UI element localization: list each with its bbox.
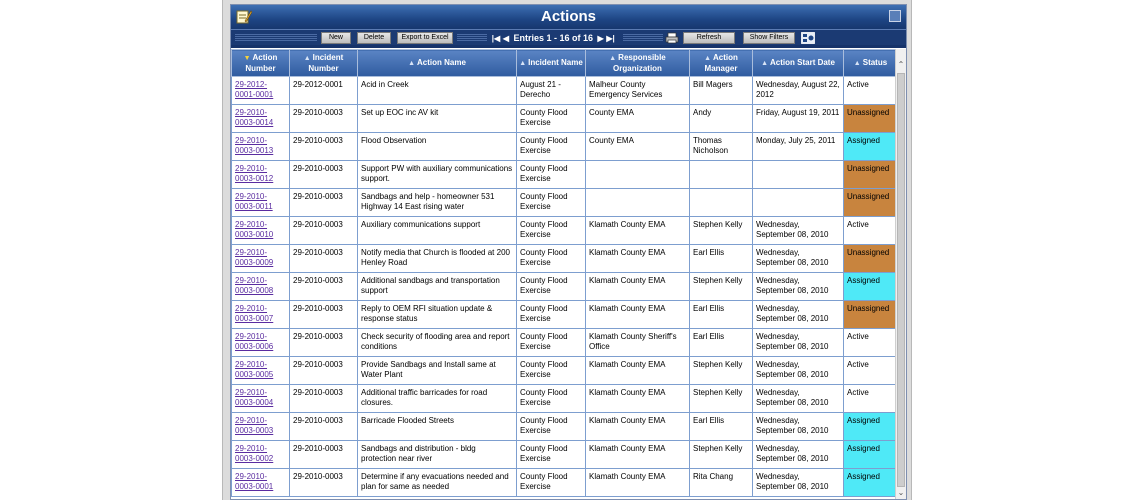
cell-organization: Klamath County Sheriff's Office [586,329,690,357]
export-excel-button[interactable]: Export to Excel [397,32,453,44]
cell-status: Active [844,77,898,105]
cell-manager: Earl Ellis [690,301,753,329]
last-page-icon[interactable]: ▶| [606,34,615,43]
cell-incident-name: County Flood Exercise [517,245,586,273]
cell-manager: Thomas Nicholson [690,133,753,161]
cell-start-date: Wednesday, September 08, 2010 [753,357,844,385]
cell-incident-name: County Flood Exercise [517,217,586,245]
cell-incident-name: County Flood Exercise [517,273,586,301]
action-number-link[interactable]: 29-2010-0003-0012 [235,164,274,183]
sort-icon: ▲ [609,54,617,62]
sort-icon: ▲ [761,59,769,67]
cell-organization: Klamath County EMA [586,273,690,301]
show-filters-button[interactable]: Show Filters [743,32,795,44]
cell-incident-name: County Flood Exercise [517,301,586,329]
table-row[interactable] [232,469,898,497]
cell-status: Unassigned [844,189,898,217]
window-frame [222,0,912,500]
cell-action-name: Support PW with auxiliary communications support. [358,161,517,189]
cell-status: Active [844,217,898,245]
column-header-3[interactable] [517,50,586,77]
table-row[interactable] [232,133,898,161]
cell-action-name: Auxiliary communications support [358,217,517,245]
cell-organization [586,189,690,217]
toolbar-stripes-mid [457,33,487,42]
cell-status: Active [844,329,898,357]
scroll-up-icon[interactable]: ⌃ [897,60,905,69]
cell-action-name: Reply to OEM RFI situation update & response status [358,301,517,329]
cell-start-date: Wednesday, September 08, 2010 [753,441,844,469]
action-number-link[interactable]: 29-2010-0003-0010 [235,220,274,239]
cell-manager: Bill Magers [690,77,753,105]
cell-manager: Earl Ellis [690,413,753,441]
cell-status: Assigned [844,413,898,441]
cell-manager: Stephen Kelly [690,357,753,385]
column-header-0[interactable] [232,50,290,77]
table-row[interactable] [232,217,898,245]
cell-incident-number: 29-2010-0003 [290,329,358,357]
first-page-icon[interactable]: |◀ [491,34,501,43]
cell-start-date: Wednesday, September 08, 2010 [753,301,844,329]
toolbar [231,29,906,45]
pager [491,31,616,46]
cell-incident-name: County Flood Exercise [517,133,586,161]
action-number-link[interactable]: 29-2012-0001-0001 [235,80,274,99]
cell-action-number[interactable] [232,77,290,105]
cell-status: Unassigned [844,105,898,133]
filter-icon[interactable] [801,32,815,44]
cell-action-number[interactable] [232,245,290,273]
column-header-label: Action Manager [704,52,738,73]
cell-incident-number: 29-2010-0003 [290,301,358,329]
action-number-link[interactable]: 29-2010-0003-0009 [235,248,274,267]
cell-action-number[interactable] [232,385,290,413]
action-number-link[interactable]: 29-2010-0003-0006 [235,332,274,351]
sort-icon: ▲ [853,59,861,67]
cell-incident-name: County Flood Exercise [517,469,586,497]
column-header-label: Action Name [417,57,466,67]
next-page-icon[interactable]: ▶ [597,34,604,43]
cell-action-number[interactable] [232,217,290,245]
action-number-link[interactable]: 29-2010-0003-0004 [235,388,274,407]
column-header-7[interactable] [844,50,898,77]
cell-status: Active [844,357,898,385]
window-title: Actions [540,8,596,25]
cell-start-date: Wednesday, September 08, 2010 [753,273,844,301]
column-header-2[interactable] [358,50,517,77]
delete-button[interactable]: Delete [357,32,391,44]
cell-organization: Klamath County EMA [586,217,690,245]
cell-action-number[interactable] [232,189,290,217]
table-row[interactable] [232,105,898,133]
cell-incident-name: County Flood Exercise [517,413,586,441]
cell-start-date: Monday, July 25, 2011 [753,133,844,161]
cell-organization: Klamath County EMA [586,385,690,413]
column-header-4[interactable] [586,50,690,77]
cell-incident-number: 29-2010-0003 [290,217,358,245]
entries-label: Entries 1 - 16 of 16 [513,33,594,43]
cell-manager: Stephen Kelly [690,441,753,469]
cell-status: Assigned [844,469,898,497]
sort-icon: ▲ [519,59,527,67]
sort-icon: ▲ [704,54,712,62]
cell-incident-number: 29-2010-0003 [290,161,358,189]
cell-start-date: Wednesday, September 08, 2010 [753,329,844,357]
column-header-label: Status [862,57,888,67]
cell-incident-number: 29-2010-0003 [290,105,358,133]
cell-incident-name: County Flood Exercise [517,441,586,469]
cell-action-name: Additional sandbags and transportation support [358,273,517,301]
prev-page-icon[interactable]: ◀ [502,34,510,43]
cell-action-number[interactable] [232,329,290,357]
cell-organization [586,161,690,189]
table-row[interactable] [232,273,898,301]
cell-manager: Andy [690,105,753,133]
column-header-label: Action Start Date [770,57,835,67]
column-header-label: Responsible Organization [613,52,666,73]
cell-manager: Stephen Kelly [690,273,753,301]
cell-status: Unassigned [844,161,898,189]
cell-action-number[interactable] [232,273,290,301]
cell-action-number[interactable] [232,441,290,469]
table-row[interactable] [232,413,898,441]
scrollbar-thumb[interactable] [897,73,905,487]
table-row[interactable] [232,161,898,189]
cell-organization: County EMA [586,133,690,161]
actions-panel [230,4,907,500]
cell-action-number[interactable] [232,357,290,385]
cell-incident-number: 29-2010-0003 [290,189,358,217]
cell-incident-number: 29-2012-0001 [290,77,358,105]
cell-manager [690,189,753,217]
cell-incident-number: 29-2010-0003 [290,273,358,301]
cell-action-number[interactable] [232,413,290,441]
cell-manager [690,161,753,189]
cell-organization: Malheur County Emergency Services [586,77,690,105]
table-row[interactable] [232,329,898,357]
cell-status: Assigned [844,441,898,469]
cell-incident-name: County Flood Exercise [517,161,586,189]
action-number-link[interactable]: 29-2010-0003-0003 [235,416,274,435]
cell-start-date: Wednesday, September 08, 2010 [753,245,844,273]
cell-action-name: Flood Observation [358,133,517,161]
cell-status: Assigned [844,273,898,301]
cell-action-name: Set up EOC inc AV kit [358,105,517,133]
cell-start-date: Wednesday, September 08, 2010 [753,469,844,497]
column-header-label: Action Number [245,52,278,73]
cell-organization: Klamath County EMA [586,357,690,385]
cell-action-name: Sandbags and distribution - bldg protection near river [358,441,517,469]
sort-icon: ▲ [408,59,416,67]
cell-organization: Klamath County EMA [586,301,690,329]
cell-start-date: Wednesday, September 08, 2010 [753,385,844,413]
window-restore-button[interactable] [889,10,901,22]
cell-action-name: Sandbags and help - homeowner 531 Highway 14 East rising water [358,189,517,217]
cell-incident-number: 29-2010-0003 [290,385,358,413]
cell-incident-name: August 21 - Derecho [517,77,586,105]
cell-organization: Klamath County EMA [586,469,690,497]
action-number-link[interactable]: 29-2010-0003-0013 [235,136,274,155]
title-bar [231,5,906,29]
action-number-link[interactable]: 29-2010-0003-0008 [235,276,274,295]
column-header-label: Incident Number [308,52,344,73]
cell-start-date: Friday, August 19, 2011 [753,105,844,133]
cell-incident-name: County Flood Exercise [517,189,586,217]
cell-organization: County EMA [586,105,690,133]
cell-action-name: Provide Sandbags and Install same at Water Plant [358,357,517,385]
cell-manager: Stephen Kelly [690,385,753,413]
cell-action-number[interactable] [232,105,290,133]
cell-action-name: Acid in Creek [358,77,517,105]
table-row[interactable] [232,77,898,105]
column-header-1[interactable] [290,50,358,77]
table-row[interactable] [232,189,898,217]
cell-incident-name: County Flood Exercise [517,329,586,357]
cell-action-name: Determine if any evacuations needed and plan for same as needed [358,469,517,497]
cell-action-name: Notify media that Church is flooded at 200 Henley Road [358,245,517,273]
table-row[interactable] [232,301,898,329]
cell-organization: Klamath County EMA [586,413,690,441]
scroll-down-icon[interactable]: ⌄ [897,488,905,497]
cell-incident-number: 29-2010-0003 [290,441,358,469]
refresh-button[interactable]: Refresh [683,32,735,44]
toolbar-stripes-left [235,33,317,42]
action-number-link[interactable]: 29-2010-0003-0014 [235,108,274,127]
cell-incident-name: County Flood Exercise [517,357,586,385]
cell-action-name: Check security of flooding area and report conditions [358,329,517,357]
cell-incident-number: 29-2010-0003 [290,357,358,385]
cell-incident-name: County Flood Exercise [517,105,586,133]
cell-status: Unassigned [844,245,898,273]
vertical-scrollbar[interactable] [895,49,906,500]
cell-manager: Earl Ellis [690,245,753,273]
cell-start-date: Wednesday, September 08, 2010 [753,413,844,441]
cell-manager: Earl Ellis [690,329,753,357]
cell-action-name: Barricade Flooded Streets [358,413,517,441]
cell-status: Active [844,385,898,413]
cell-action-number[interactable] [232,301,290,329]
table-row[interactable] [232,245,898,273]
action-number-link[interactable]: 29-2010-0003-0007 [235,304,274,323]
cell-incident-name: County Flood Exercise [517,385,586,413]
table-body [232,77,898,497]
cell-action-number[interactable] [232,133,290,161]
cell-action-number[interactable] [232,161,290,189]
cell-organization: Klamath County EMA [586,441,690,469]
cell-organization: Klamath County EMA [586,245,690,273]
cell-action-name: Additional traffic barricades for road closures. [358,385,517,413]
table-row[interactable] [232,357,898,385]
cell-status: Unassigned [844,301,898,329]
cell-start-date [753,189,844,217]
sort-icon: ▲ [303,54,311,62]
actions-grid [231,49,897,500]
table-row[interactable] [232,385,898,413]
cell-incident-number: 29-2010-0003 [290,413,358,441]
cell-action-number[interactable] [232,469,290,497]
sort-active-icon: ▼ [243,54,251,62]
cell-start-date: Wednesday, August 22, 2012 [753,77,844,105]
cell-incident-number: 29-2010-0003 [290,133,358,161]
cell-start-date: Wednesday, September 08, 2010 [753,217,844,245]
toolbar-stripes-right [623,33,663,42]
cell-start-date [753,161,844,189]
column-header-label: Incident Name [528,57,583,67]
cell-manager: Rita Chang [690,469,753,497]
new-button[interactable]: New [321,32,351,44]
table-row[interactable] [232,441,898,469]
action-number-link[interactable]: 29-2010-0003-0011 [235,192,273,211]
action-number-link[interactable]: 29-2010-0003-0002 [235,444,274,463]
cell-status: Assigned [844,133,898,161]
action-number-link[interactable]: 29-2010-0003-0005 [235,360,274,379]
cell-incident-number: 29-2010-0003 [290,469,358,497]
printer-icon[interactable] [665,32,679,44]
actions-table [231,49,897,497]
action-number-link[interactable]: 29-2010-0003-0001 [235,472,274,491]
column-header-5[interactable] [690,50,753,77]
cell-manager: Stephen Kelly [690,217,753,245]
column-header-6[interactable] [753,50,844,77]
cell-incident-number: 29-2010-0003 [290,245,358,273]
header-row [232,50,898,77]
